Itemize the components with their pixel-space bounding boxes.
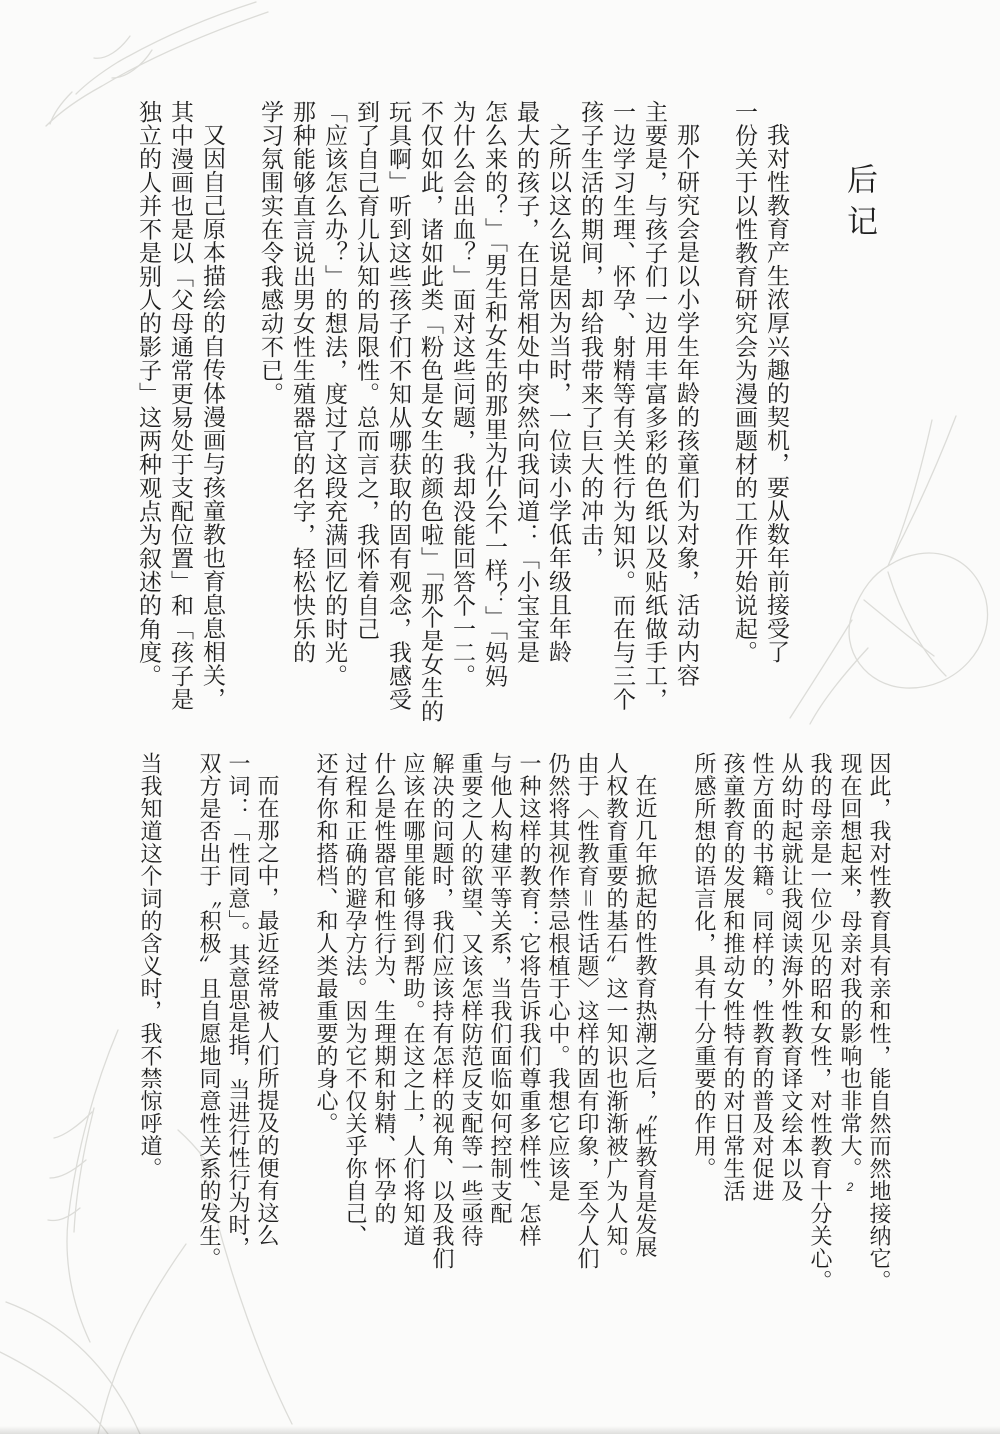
text-column: 由于〈性教育＝性话题〉这样的固有印象，至今人们 [575, 752, 600, 1270]
text-column: 最大的孩子，在日常相处中突然向我问道：「小宝宝是 [514, 100, 540, 664]
paragraph [195, 752, 282, 1357]
text-column: 与他人构建平等关系，当我们面临如何控制支配 [488, 752, 513, 1225]
paragraph [690, 752, 835, 1357]
footnote-mark: 2 [843, 1179, 857, 1194]
paragraph [729, 100, 793, 745]
text-column: 又因自己原本描绘的自传体漫画与孩童教也育息息相关， [200, 123, 226, 711]
text-column: 我对性教育产生浓厚兴趣的契机，要从数年前接受了 [764, 123, 790, 664]
text-column: 我的母亲是一位少见的昭和女性，对性教育十分关心。 [808, 752, 833, 1292]
text-column: 应该在哪里能够得到帮助。在这之上，人们将知道 [401, 752, 426, 1247]
text-column: 人权教育重要的基石〞这一知识也渐渐被广为人知。 [604, 752, 629, 1270]
text-column: 独立的人并不是别人的影子」这两种观点为叙述的角度。 [136, 100, 162, 688]
text-column: 仍然将其视作禁忌根植于心中。我想它应该是 [546, 752, 571, 1202]
paragraph [835, 752, 865, 1357]
text-column: 其中漫画也是以「父母通常更易处于支配位置」和「孩子是 [168, 100, 194, 711]
text-column: 现在回想起来，母亲对我的影响也非常大。2 [838, 752, 863, 1194]
text-column: 为什么会出血？」面对这些问题，我却没能回答个一二。 [450, 100, 476, 688]
paragraph [255, 100, 575, 745]
text-column: 而在那之中，最近经常被人们所提及的便有这么 [255, 774, 280, 1247]
text-column: 学习氛围实在令我感动不已。 [258, 100, 284, 406]
paragraph [133, 100, 229, 745]
paragraph [136, 752, 165, 1357]
text-column: 玩具啊」听到这些孩子们不知从哪获取的固有观念，我感受 [386, 100, 412, 711]
text-column: 那个研究会是以小学生年龄的孩童们为对象，活动内容 [674, 123, 700, 687]
text-column: 一词：「性同意」。其意思是指，当进行性行为时， [226, 752, 251, 1259]
page-bottom-edge [0, 1426, 1000, 1434]
text-column: 当我知道这个词的含义时，我不禁惊呼道。 [138, 752, 163, 1180]
text-column: 重要之人的欲望、又该怎样防范反支配等一些亟待 [459, 752, 484, 1247]
text-column: 还有你和搭档、和人类最重要的身心。 [314, 752, 339, 1135]
text-column: 一种这样的教育：它将告诉我们尊重多样性、怎样 [517, 752, 542, 1247]
paragraph [865, 752, 894, 1357]
text-column: 所感所想的语言化，具有十分重要的作用。 [692, 752, 717, 1180]
text-column: 因此，我对性教育具有亲和性，能自然而然地接纳它。 [867, 752, 892, 1292]
paragraph [312, 752, 660, 1357]
text-column: 性方面的书籍。同样的，性教育的普及对促进 [750, 752, 775, 1202]
text-column: 什么是性器官和性行为、生理期和射精、怀孕的 [372, 752, 397, 1225]
text-column: 那种能够直言说出男女性生殖器官的名字，轻松快乐的 [290, 100, 316, 664]
text-column: 孩童教育的发展和推动女性特有的对日常生活 [721, 752, 746, 1202]
text-column: 一边学习生理、怀孕、射精等有关性行为知识。而在与三个 [610, 100, 636, 711]
text-column: 「应该怎么办？」的想法，度过了这段充满回忆的时光。 [322, 100, 348, 688]
text-column: 之所以这么说是因为当时，一位读小学低年级且年龄 [546, 123, 572, 664]
text-column: 从幼时起就让我阅读海外性教育译文绘本以及 [779, 752, 804, 1202]
text-column: 主要是，与孩子们一边用丰富多彩的色纸以及贴纸做手工， [642, 100, 668, 711]
sketch-right-leaf [790, 416, 988, 724]
afterword-top-block [133, 100, 793, 745]
text-column: 不仅如此，诸如此类「粉色是女生的颜色啦」「那个是女生的 [418, 100, 444, 723]
text-column: 过程和正确的避孕方法。因为它不仅关乎你自己、 [343, 752, 368, 1247]
text-column: 在近几年掀起的性教育热潮之后，〝性教育是发展 [633, 774, 658, 1258]
text-column: 双方是否出于〝积极〞且自愿地同意性关系的发生。 [197, 752, 222, 1270]
text-column: 到了自己育儿认知的局限性。总而言之，我怀着自己 [354, 100, 380, 641]
text-column: 孩子生活的期间，却给我带来了巨大的冲击， [578, 100, 604, 570]
page-title: 后记 [842, 163, 877, 247]
text-column: 解决的问题时，我们应该持有怎样的视角、以及我们 [430, 752, 455, 1270]
afterword-bottom-block [136, 752, 894, 1357]
text-column: 一份关于以性教育研究会为漫画题材的工作开始说起。 [732, 100, 758, 664]
paragraph [575, 100, 703, 745]
text-column: 怎么来的？」「男生和女生的那里为什么不一样？」「妈妈 [482, 100, 508, 688]
